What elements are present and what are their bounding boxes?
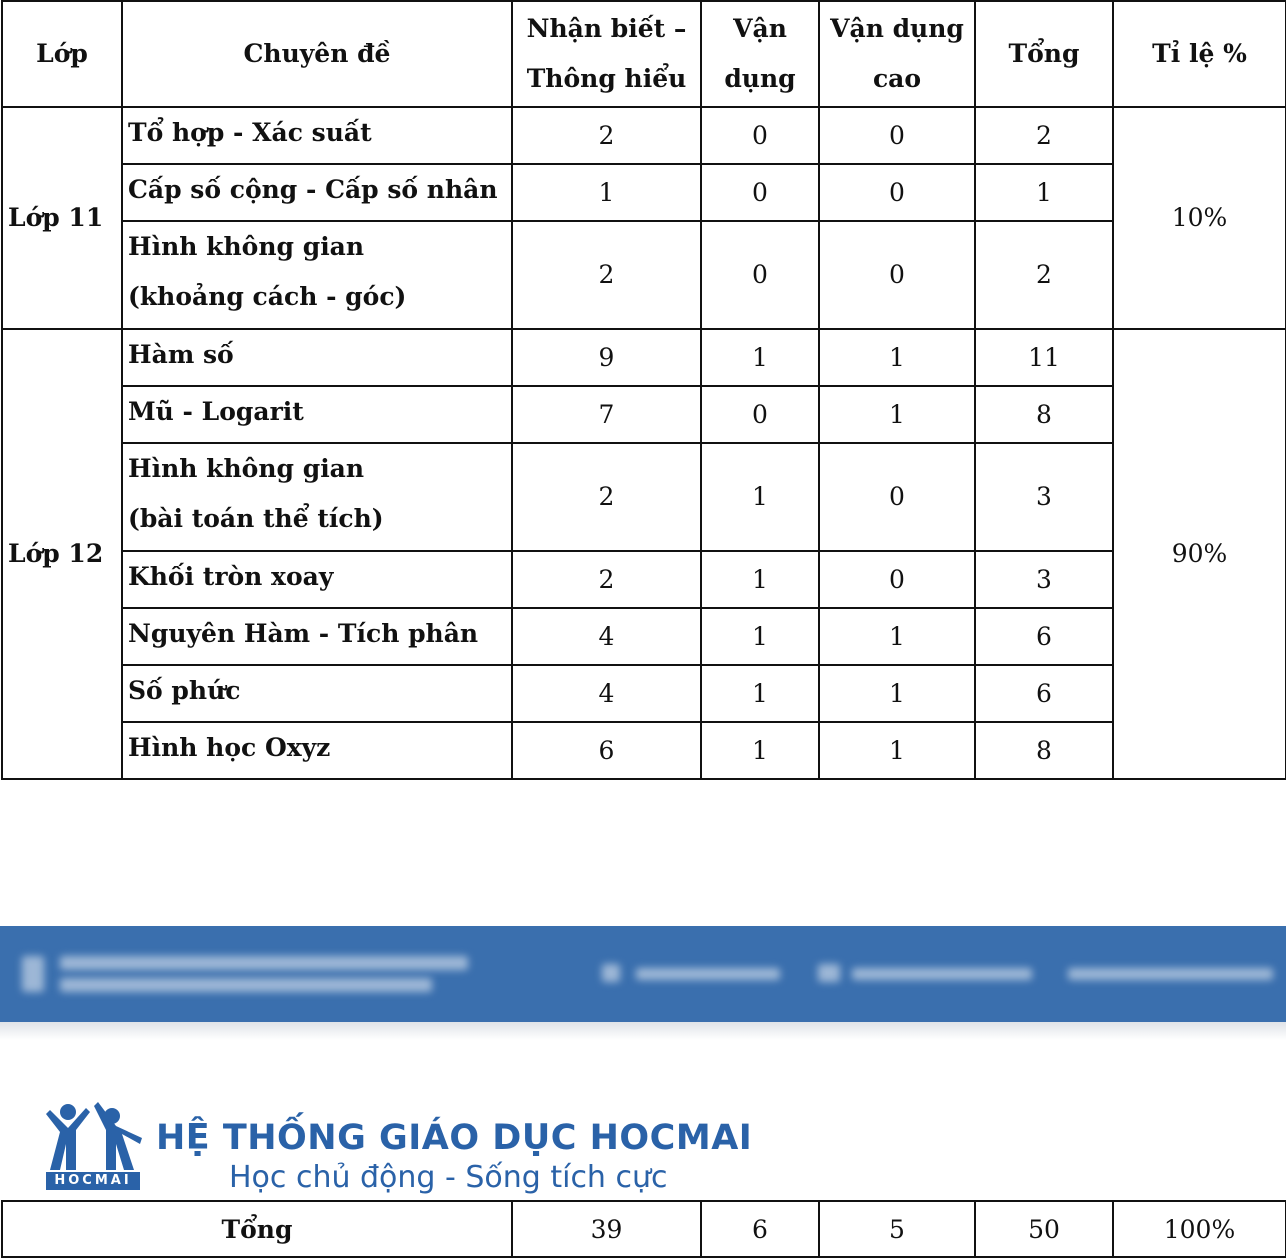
grade-11-label: Lớp 11: [2, 107, 122, 329]
apply-cell: 1: [701, 608, 819, 665]
apply-cell: 0: [701, 164, 819, 221]
apply-cell: 1: [701, 551, 819, 608]
recognize-cell: 2: [512, 551, 701, 608]
header-row: [2, 1, 1286, 107]
table-row: [2, 386, 1286, 443]
advanced-cell: 1: [819, 329, 975, 386]
blurred-icon: [818, 964, 840, 982]
advanced-cell: 0: [819, 164, 975, 221]
blurred-text: [636, 968, 780, 980]
apply-cell: 0: [701, 221, 819, 329]
table-row: [2, 329, 1286, 386]
advanced-cell: 1: [819, 722, 975, 779]
blurred-text: [60, 978, 432, 992]
topic-cell: Cấp số cộng - Cấp số nhân: [122, 164, 512, 221]
grade-11-ratio: 10%: [1113, 107, 1286, 329]
topic-cell: Hình học Oxyz: [122, 722, 512, 779]
topic-cell: Hàm số: [122, 329, 512, 386]
advanced-cell: 0: [819, 551, 975, 608]
apply-cell: 0: [701, 386, 819, 443]
brand-slogan: Học chủ động - Sống tích cực: [229, 1160, 668, 1195]
header-ratio: Tỉ lệ %: [1113, 1, 1286, 107]
recognize-cell: 4: [512, 665, 701, 722]
apply-cell: 1: [701, 443, 819, 551]
recognize-cell: 7: [512, 386, 701, 443]
table-row: [2, 551, 1286, 608]
header-total: Tổng: [975, 1, 1113, 107]
header-advanced: Vận dụng cao: [819, 1, 975, 107]
blurred-icon: [602, 964, 620, 982]
totals-advanced: 5: [819, 1201, 975, 1257]
total-cell: 3: [975, 551, 1113, 608]
table-row: [2, 665, 1286, 722]
topic-cell: Số phức: [122, 665, 512, 722]
totals-row: [2, 1201, 1286, 1257]
recognize-cell: 9: [512, 329, 701, 386]
topic-cell: Nguyên Hàm - Tích phân: [122, 608, 512, 665]
hocmai-logo-text: HOCMAI: [46, 1172, 140, 1190]
advanced-cell: 1: [819, 608, 975, 665]
header-topic: Chuyên đề: [122, 1, 512, 107]
totals-label: Tổng: [2, 1201, 512, 1257]
totals-apply: 6: [701, 1201, 819, 1257]
grade-12-label: Lớp 12: [2, 329, 122, 779]
topic-cell: Khối tròn xoay: [122, 551, 512, 608]
total-cell: 6: [975, 608, 1113, 665]
header-recognize: Nhận biết – Thông hiểu: [512, 1, 701, 107]
apply-cell: 1: [701, 665, 819, 722]
total-cell: 8: [975, 722, 1113, 779]
topic-cell: Tổ hợp - Xác suất: [122, 107, 512, 164]
recognize-cell: 2: [512, 107, 701, 164]
blurred-icon: [22, 956, 44, 992]
advanced-cell: 0: [819, 107, 975, 164]
blurred-text: [60, 956, 468, 970]
topic-cell: Hình không gian (bài toán thể tích): [122, 443, 512, 551]
totals-total: 50: [975, 1201, 1113, 1257]
recognize-cell: 4: [512, 608, 701, 665]
total-cell: 8: [975, 386, 1113, 443]
table-row: [2, 722, 1286, 779]
recognize-cell: 1: [512, 164, 701, 221]
apply-cell: 0: [701, 107, 819, 164]
totals-ratio: 100%: [1113, 1201, 1286, 1257]
total-cell: 1: [975, 164, 1113, 221]
blurred-text: [1068, 968, 1273, 980]
header-apply: Vận dụng: [701, 1, 819, 107]
total-cell: 6: [975, 665, 1113, 722]
table-row: [2, 608, 1286, 665]
topic-cell: Hình không gian (khoảng cách - góc): [122, 221, 512, 329]
total-cell: 2: [975, 107, 1113, 164]
total-cell: 2: [975, 221, 1113, 329]
table-row: [2, 221, 1286, 329]
banner-shadow: [0, 1022, 1286, 1040]
blurred-text: [852, 968, 1032, 980]
advanced-cell: 0: [819, 443, 975, 551]
footer-banner: [0, 926, 1286, 1022]
advanced-cell: 1: [819, 386, 975, 443]
apply-cell: 1: [701, 329, 819, 386]
table-row: [2, 443, 1286, 551]
total-cell: 11: [975, 329, 1113, 386]
table-row: [2, 164, 1286, 221]
recognize-cell: 6: [512, 722, 701, 779]
advanced-cell: 1: [819, 665, 975, 722]
exam-matrix-table: [1, 0, 1286, 780]
table-row: [2, 107, 1286, 164]
grade-12-ratio: 90%: [1113, 329, 1286, 779]
header-grade: Lớp: [2, 1, 122, 107]
topic-cell: Mũ - Logarit: [122, 386, 512, 443]
advanced-cell: 0: [819, 221, 975, 329]
totals-recognize: 39: [512, 1201, 701, 1257]
recognize-cell: 2: [512, 221, 701, 329]
brand-title: HỆ THỐNG GIÁO DỤC HOCMAI: [156, 1118, 753, 1158]
totals-table: [1, 1200, 1286, 1258]
recognize-cell: 2: [512, 443, 701, 551]
apply-cell: 1: [701, 722, 819, 779]
total-cell: 3: [975, 443, 1113, 551]
